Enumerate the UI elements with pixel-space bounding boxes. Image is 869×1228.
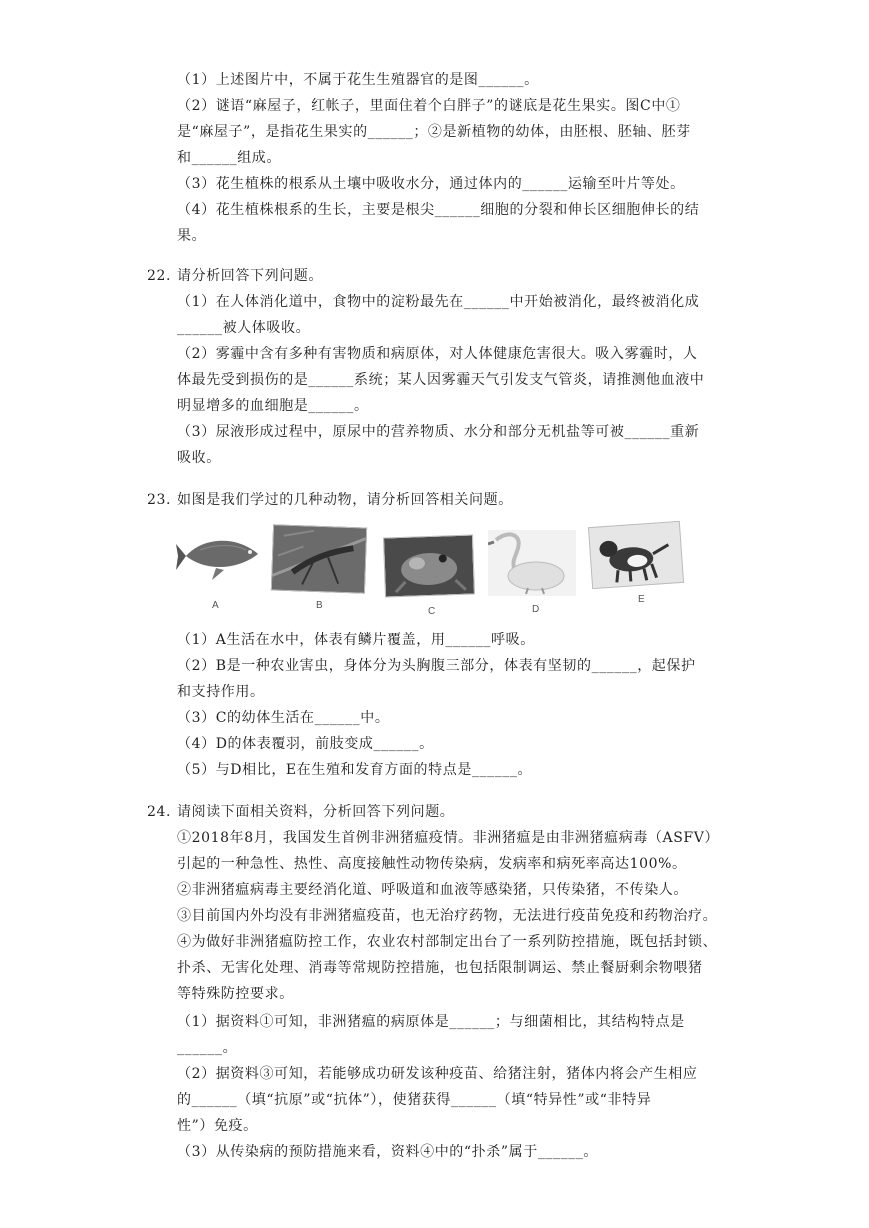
- q21-sub2-line2: 是“麻屋子”，是指花生果实的______；②是新植物的幼体，由胚根、胚轴、胚芽: [177, 124, 691, 140]
- q23-sub5: （5）与D相比，E在生殖和发育方面的特点是______。: [177, 762, 533, 778]
- frog-image: [383, 534, 475, 597]
- q22-sub3-line1: （3）尿液形成过程中，原尿中的营养物质、水分和部分无机盐等可被______重新: [177, 424, 700, 440]
- q21-sub1: （1）上述图片中，不属于花生生殖器官的是图______。: [177, 72, 539, 88]
- q22-sub1-line1: （1）在人体消化道中，食物中的淀粉最先在______中开始被消化，最终被消化成: [177, 294, 700, 310]
- animal-figure: [176, 520, 686, 620]
- q24-sub1-line2: ______。: [177, 1040, 238, 1056]
- q21-sub3: （3）花生植株的根系从土壤中吸收水分，通过体内的______运输至叶片等处。: [177, 176, 685, 192]
- q24-material2: ②非洲猪瘟病毒主要经消化道、呼吸道和血液等感染猪，只传染猪，不传染人。: [177, 882, 688, 898]
- q23-sub3: （3）C的幼体生活在______中。: [177, 710, 390, 726]
- q24-sub3: （3）从传染病的预防措施来看，资料④中的“扑杀”属于______。: [177, 1144, 599, 1160]
- q24-sub1-line1: （1）据资料①可知，非洲猪瘟的病原体是______；与细菌相比，其结构特点是: [177, 1014, 685, 1030]
- q21-sub2-line1: （2）谜语“麻屋子，红帐子，里面住着个白胖子”的谜底是花生果实。图C中①: [177, 98, 681, 114]
- fish-image: [176, 530, 268, 582]
- q22-sub2-line2: 体最先受到损伤的是______系统；某人因雾霾天气引发支气管炎，请推测他血液中: [177, 372, 705, 388]
- grasshopper-image: [271, 524, 367, 593]
- q24-sub2-line3: 性”）免疫。: [177, 1118, 258, 1134]
- q23-sub4: （4）D的体表覆羽，前肢变成______。: [177, 736, 434, 752]
- figure-label-d: D: [532, 604, 540, 615]
- q23-stem: 如图是我们学过的几种动物，请分析回答相关问题。: [177, 492, 513, 508]
- q24-sub2-line1: （2）据资料③可知，若能够成功研发该种疫苗、给猪注射，猪体内将会产生相应: [177, 1066, 698, 1082]
- figure-label-b: B: [316, 600, 323, 611]
- q23-sub1: （1）A生活在水中，体表有鳞片覆盖，用______呼吸。: [177, 632, 535, 648]
- q22-stem: 请分析回答下列问题。: [177, 268, 323, 284]
- q24-material1-line1: ①2018年8月，我国发生首例非洲猪瘟疫情。非洲猪瘟是由非洲猪瘟病毒（ASFV）: [177, 830, 720, 846]
- q24-material4-line3: 等特殊防控要求。: [177, 986, 294, 1002]
- figure-label-c: C: [428, 606, 436, 617]
- q22-sub1-line2: ______被人体吸收。: [177, 320, 311, 336]
- figure-label-a: A: [212, 600, 219, 611]
- q23-number: 23.: [147, 492, 172, 508]
- q22-sub3-line2: 吸收。: [177, 450, 221, 466]
- q23-sub2-line2: 和支持作用。: [177, 684, 265, 700]
- q23-sub2-line1: （2）B是一种农业害虫，身体分为头胸腹三部分，体表有坚韧的______，起保护: [177, 658, 696, 674]
- q24-material4-line1: ④为做好非洲猪瘟防控工作，农业农村部制定出台了一系列防控措施，既包括封锁、: [177, 934, 718, 950]
- dog-image: [588, 521, 684, 589]
- q21-sub2-line3: 和______组成。: [177, 150, 281, 166]
- q24-material4-line2: 扑杀、无害化处理、消毒等常规防控措施，也包括限制调运、禁止餐厨剩余物喂猪: [177, 960, 703, 976]
- q24-stem: 请阅读下面相关资料，分析回答下列问题。: [177, 804, 455, 820]
- q22-number: 22.: [147, 268, 172, 284]
- bird-image: [488, 530, 576, 596]
- figure-label-e: E: [638, 594, 645, 605]
- q24-material3: ③目前国内外均没有非洲猪瘟疫苗，也无治疗药物，无法进行疫苗免疫和药物治疗。: [177, 908, 718, 924]
- q21-sub4-line2: 果。: [177, 228, 207, 244]
- q24-number: 24.: [147, 804, 172, 820]
- q21-sub4-line1: （4）花生植株根系的生长，主要是根尖______细胞的分裂和伸长区细胞伸长的结: [177, 202, 700, 218]
- q22-sub2-line1: （2）雾霾中含有多种有害物质和病原体，对人体健康危害很大。吸入雾霾时，人: [177, 346, 698, 362]
- q24-material1-line2: 引起的一种急性、热性、高度接触性动物传染病，发病率和病死率高达100%。: [177, 856, 687, 872]
- q22-sub2-line3: 明显增多的血细胞是______。: [177, 398, 369, 414]
- q24-sub2-line2: 的______（填“抗原”或“抗体”），使猪获得______（填“特异性”或“非特异: [177, 1092, 652, 1108]
